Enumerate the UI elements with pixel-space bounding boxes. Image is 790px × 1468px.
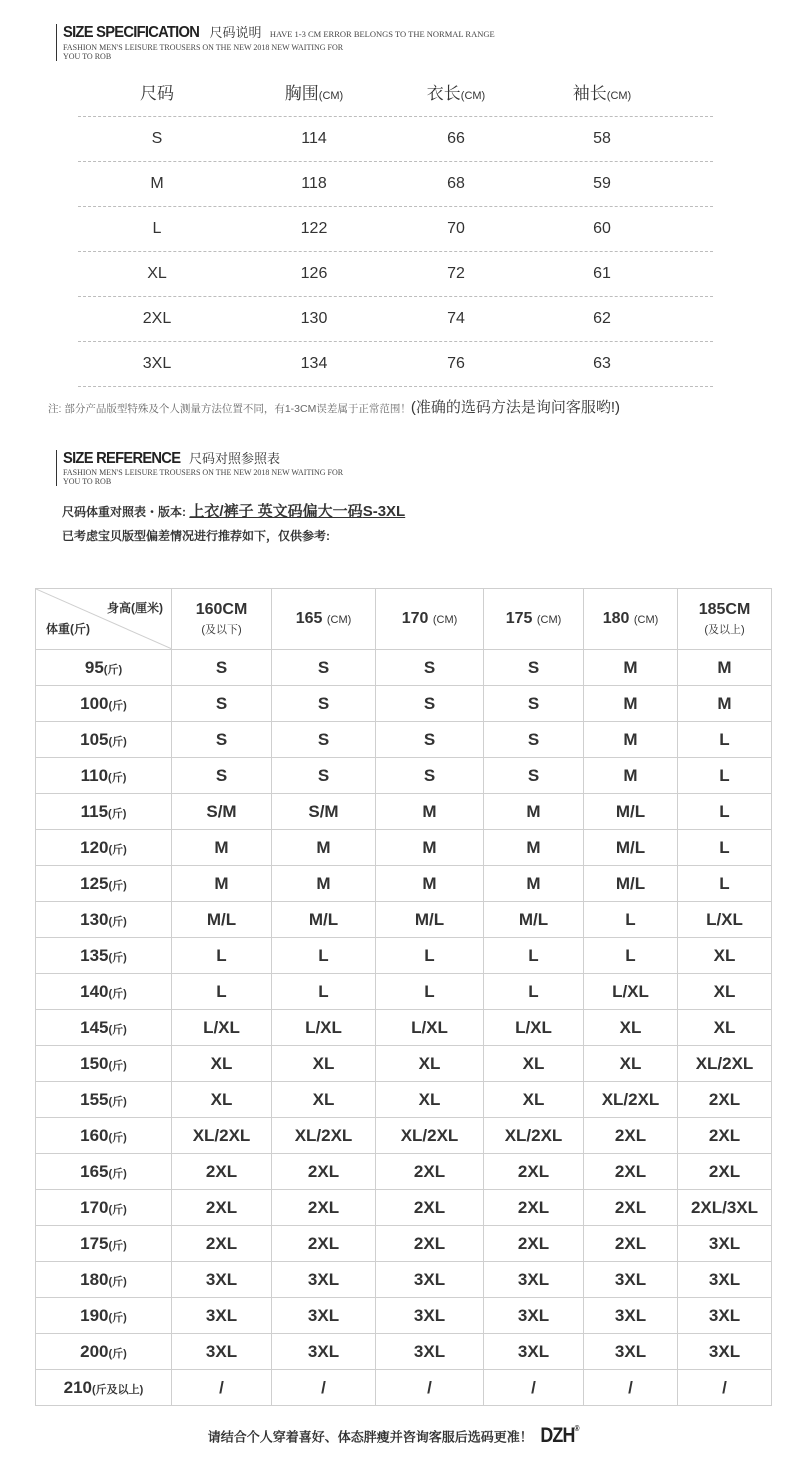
size-cell: M [678,650,772,686]
size-cell: L [172,938,272,974]
size-cell: 2XL [678,1154,772,1190]
size-cell: 3XL [484,1334,584,1370]
size-cell: L [678,830,772,866]
size-spec-cell: XL [147,265,167,282]
size-cell: 3XL [584,1262,678,1298]
height-header-cell: 160CM (及以下) [172,589,272,650]
size-cell: 2XL [376,1154,484,1190]
size-spec-cell: 70 [447,220,465,237]
size-cell: M [272,866,376,902]
size-spec-subtitle-1: FASHION MEN'S LEISURE TROUSERS ON THE NEW 2018 NEW WAITING FOR [63,43,344,52]
size-cell: S [484,722,584,758]
height-header-cell: 165 (CM) [272,589,376,650]
weight-cell: 115(斤) [36,794,172,830]
size-cell: S [272,686,376,722]
size-spec-row [78,207,713,252]
size-cell: 3XL [272,1334,376,1370]
size-cell: 2XL/3XL [678,1190,772,1226]
size-ref-title-en: SIZE REFERENCE [63,450,181,467]
size-ref-subtitle-1: FASHION MEN'S LEISURE TROUSERS ON THE NEW 2018 NEW WAITING FOR [63,468,344,477]
size-cell: 2XL [484,1190,584,1226]
table-row [36,1262,772,1298]
diagonal-line [36,589,171,649]
corner-height-label: 身高(厘米) [107,601,163,615]
size-spec-cell: 130 [300,310,328,327]
size-cell: 2XL [584,1190,678,1226]
weight-cell: 105(斤) [36,722,172,758]
size-cell: XL [678,974,772,1010]
size-cell: L [272,974,376,1010]
size-cell: 2XL [172,1190,272,1226]
size-cell: 3XL [584,1298,678,1334]
weight-cell: 110(斤) [36,758,172,794]
size-cell: 3XL [172,1334,272,1370]
size-cell: L/XL [584,974,678,1010]
size-spec-cell: 134 [300,355,328,372]
size-cell: XL [376,1046,484,1082]
size-cell: M [484,830,584,866]
weight-cell: 175(斤) [36,1226,172,1262]
size-spec-cell: 126 [300,265,328,282]
weight-cell: 95(斤) [36,650,172,686]
size-cell: L [376,974,484,1010]
size-cell: XL [172,1046,272,1082]
size-spec-cell: 76 [447,355,465,372]
size-cell: S/M [172,794,272,830]
size-cell: 2XL [376,1226,484,1262]
size-cell: 2XL [172,1226,272,1262]
table-row [36,974,772,1010]
size-spec-cell: 63 [593,355,611,372]
spec-header-cell: 胸围(CM) [284,84,344,103]
size-cell: 3XL [376,1262,484,1298]
size-spec-cell: L [152,220,162,237]
size-spec-error-note: HAVE 1-3 CM ERROR BELONGS TO THE NORMAL RANGE [269,29,495,39]
size-cell: 3XL [376,1298,484,1334]
size-cell: M [484,794,584,830]
height-header-cell: 175 (CM) [484,589,584,650]
weight-cell: 190(斤) [36,1298,172,1334]
size-cell: 3XL [376,1334,484,1370]
size-ref-header [56,450,383,486]
size-cell: XL/2XL [272,1118,376,1154]
size-cell: M/L [484,902,584,938]
size-ref-intro [62,500,405,544]
table-row [36,1010,772,1046]
size-cell: M [584,722,678,758]
weight-cell: 155(斤) [36,1082,172,1118]
size-cell: 3XL [678,1226,772,1262]
size-cell: 2XL [272,1154,376,1190]
size-cell: XL/2XL [584,1082,678,1118]
weight-cell: 130(斤) [36,902,172,938]
size-cell: 2XL [584,1226,678,1262]
size-cell: 3XL [678,1262,772,1298]
corner-weight-label: 体重(斤) [46,622,90,636]
height-header-cell: 185CM (及以上) [678,589,772,650]
size-cell: XL/2XL [678,1046,772,1082]
size-cell: XL [376,1082,484,1118]
intro-line2: 已考虑宝贝版型偏差情况进行推荐如下，仅供参考: [62,529,330,543]
intro-prefix: 尺码体重对照表・版本: [62,505,186,519]
size-cell: 3XL [272,1298,376,1334]
size-cell: S/M [272,794,376,830]
size-cell: M [678,686,772,722]
intro-underlined: 上衣/裤子 英文码偏大一码S-3XL [189,503,406,520]
size-cell: / [678,1370,772,1406]
size-cell: M [272,830,376,866]
size-cell: 2XL [584,1118,678,1154]
size-cell: S [484,758,584,794]
weight-cell: 180(斤) [36,1262,172,1298]
size-spec-note-big: (准确的选码方法是询问客服哟!) [410,399,621,416]
size-cell: S [272,758,376,794]
size-spec-cell: 3XL [142,355,172,372]
weight-cell: 150(斤) [36,1046,172,1082]
size-cell: 3XL [272,1262,376,1298]
size-cell: M [172,830,272,866]
size-cell: XL [584,1046,678,1082]
size-cell: L/XL [376,1010,484,1046]
size-spec-cell: 66 [447,130,465,147]
size-cell: M/L [584,830,678,866]
size-cell: 3XL [172,1262,272,1298]
weight-cell: 210(斤及以上) [36,1370,172,1406]
size-cell: / [376,1370,484,1406]
size-spec-subtitle-2: YOU TO ROB [63,52,112,61]
size-cell: / [272,1370,376,1406]
size-cell: 3XL [172,1298,272,1334]
size-cell: L/XL [678,902,772,938]
size-cell: L [584,902,678,938]
size-cell: XL/2XL [484,1118,584,1154]
table-row [36,1370,772,1406]
reference-header-row [36,589,772,650]
spec-header-cell: 衣长(CM) [426,84,486,103]
size-cell: L/XL [172,1010,272,1046]
size-spec-cell: 118 [301,175,327,192]
size-cell: L [678,866,772,902]
size-cell: M/L [376,902,484,938]
size-cell: S [376,686,484,722]
size-spec-table [78,72,713,387]
table-row [36,938,772,974]
size-cell: L [484,974,584,1010]
size-spec-cell: 59 [593,175,611,192]
size-spec-cell: 114 [301,130,327,147]
size-spec-cell: M [150,175,164,192]
size-reference-table [35,588,772,1406]
brand-logo: DZH® [540,1424,579,1447]
size-cell: 2XL [272,1226,376,1262]
size-cell: XL/2XL [376,1118,484,1154]
size-cell: 3XL [678,1298,772,1334]
size-spec-cell: 122 [300,220,328,237]
height-header-cell: 180 (CM) [584,589,678,650]
weight-cell: 160(斤) [36,1118,172,1154]
size-cell: M [172,866,272,902]
size-cell: L [584,938,678,974]
size-cell: S [172,722,272,758]
weight-cell: 100(斤) [36,686,172,722]
size-spec-title-cn: 尺码说明 [209,25,262,40]
size-cell: XL [678,938,772,974]
table-row [36,794,772,830]
size-cell: XL [678,1010,772,1046]
table-row [36,722,772,758]
size-spec-row [78,297,713,342]
size-cell: 2XL [678,1118,772,1154]
size-spec-header [56,24,495,61]
size-cell: / [172,1370,272,1406]
size-cell: 2XL [584,1154,678,1190]
size-cell: L [272,938,376,974]
size-cell: M [584,650,678,686]
size-cell: S [376,758,484,794]
size-cell: S [484,686,584,722]
size-spec-note-small: 注: 部分产品版型特殊及个人测量方法位置不同，有1-3CM误差属于正常范围！ [48,403,411,415]
size-cell: S [172,758,272,794]
size-cell: 3XL [484,1298,584,1334]
size-cell: S [172,650,272,686]
size-cell: L [678,758,772,794]
size-cell: M [376,866,484,902]
size-cell: L [172,974,272,1010]
size-spec-title-en: SIZE SPECIFICATION [63,24,200,41]
weight-cell: 140(斤) [36,974,172,1010]
spec-header-cell: 尺码 [140,84,174,103]
table-row [36,758,772,794]
weight-cell: 125(斤) [36,866,172,902]
size-spec-cell: 58 [593,130,611,147]
size-cell: XL [484,1046,584,1082]
size-cell: / [484,1370,584,1406]
size-cell: L [678,722,772,758]
table-row [36,866,772,902]
size-spec-cell: 62 [593,310,611,327]
size-cell: M/L [272,902,376,938]
size-spec-row [78,162,713,207]
size-cell: 2XL [484,1154,584,1190]
size-cell: / [584,1370,678,1406]
size-spec-cell: 60 [593,220,611,237]
size-cell: M/L [172,902,272,938]
size-cell: XL/2XL [172,1118,272,1154]
size-cell: 2XL [484,1226,584,1262]
size-spec-cell: 74 [447,310,465,327]
table-row [36,650,772,686]
weight-cell: 145(斤) [36,1010,172,1046]
weight-cell: 200(斤) [36,1334,172,1370]
size-cell: 3XL [484,1262,584,1298]
size-cell: XL [584,1010,678,1046]
weight-cell: 135(斤) [36,938,172,974]
size-ref-title-cn: 尺码对照参照表 [188,451,280,466]
footer-text: 请结合个人穿着喜好、体态胖瘦并咨询客服后选码更准！ [207,1429,533,1445]
size-cell: S [484,650,584,686]
table-row [36,686,772,722]
size-cell: 2XL [376,1190,484,1226]
size-cell: XL [272,1082,376,1118]
size-cell: S [272,722,376,758]
size-spec-row [78,342,713,387]
size-cell: XL [272,1046,376,1082]
size-spec-header-row [78,72,713,117]
weight-cell: 120(斤) [36,830,172,866]
height-header-cell: 170 (CM) [376,589,484,650]
size-spec-cell: 2XL [142,310,172,327]
size-cell: S [376,650,484,686]
table-row [36,1154,772,1190]
size-cell: L [484,938,584,974]
weight-cell: 170(斤) [36,1190,172,1226]
size-spec-row [78,252,713,297]
size-cell: 3XL [678,1334,772,1370]
size-cell: M/L [584,866,678,902]
size-cell: L/XL [272,1010,376,1046]
size-spec-row [78,117,713,162]
size-cell: XL [172,1082,272,1118]
table-row [36,902,772,938]
size-cell: S [376,722,484,758]
spec-header-cell: 袖长(CM) [572,84,632,103]
size-cell: M [376,794,484,830]
size-cell: M [584,686,678,722]
size-cell: S [172,686,272,722]
table-row [36,1118,772,1154]
table-row [36,1226,772,1262]
size-cell: 2XL [272,1190,376,1226]
size-cell: S [272,650,376,686]
size-spec-cell: 68 [447,175,465,192]
table-row [36,1190,772,1226]
size-spec-cell: 72 [447,265,465,282]
size-ref-subtitle-2: YOU TO ROB [63,477,112,486]
size-cell: M [484,866,584,902]
weight-cell: 165(斤) [36,1154,172,1190]
table-row [36,1298,772,1334]
size-cell: 2XL [678,1082,772,1118]
table-row [36,1082,772,1118]
size-cell: L [678,794,772,830]
size-cell: 3XL [584,1334,678,1370]
table-row [36,1334,772,1370]
size-cell: M/L [584,794,678,830]
size-cell: L/XL [484,1010,584,1046]
size-spec-cell: S [151,130,163,147]
corner-cell [36,589,172,650]
size-spec-cell: 61 [593,265,611,282]
footer [0,1424,790,1448]
size-cell: M [376,830,484,866]
size-cell: 2XL [172,1154,272,1190]
table-row [36,830,772,866]
size-cell: XL [484,1082,584,1118]
size-spec-note [48,396,620,417]
size-cell: M [584,758,678,794]
table-row [36,1046,772,1082]
size-cell: L [376,938,484,974]
